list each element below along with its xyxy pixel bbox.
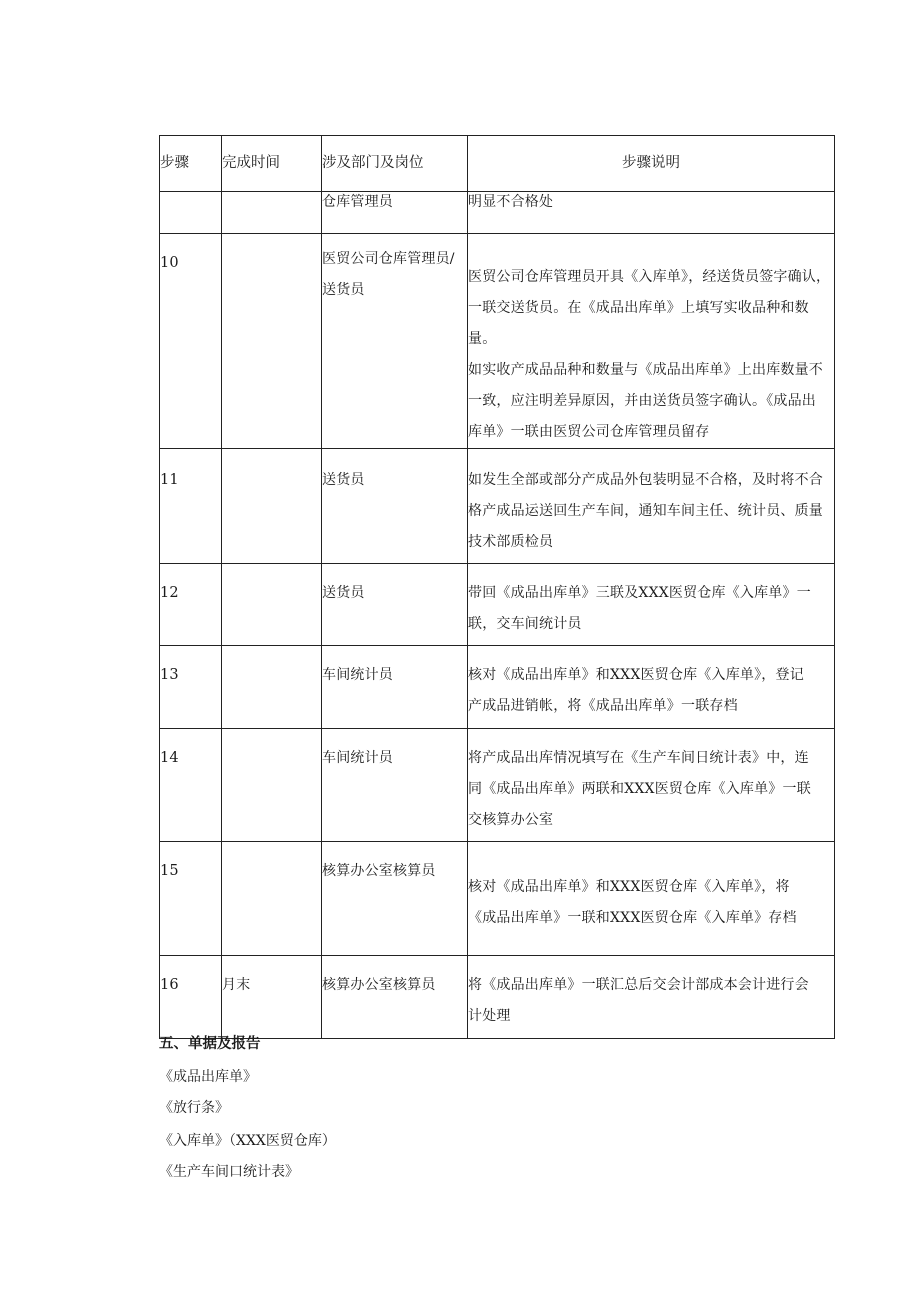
- header-step: 步骤: [160, 136, 222, 192]
- dept-cell: 送货员: [322, 449, 468, 564]
- step-cell: 11: [160, 449, 222, 564]
- time-cell: [222, 646, 322, 729]
- table-header-row: [160, 136, 835, 192]
- desc-cell: 将《成品出库单》一联汇总后交会计部成本会计进行会 计处理: [468, 956, 835, 1039]
- step-cell: 13: [160, 646, 222, 729]
- header-desc: 步骤说明: [468, 136, 835, 192]
- dept-cell: 核算办公室核算员: [322, 842, 468, 956]
- step-cell: [160, 192, 222, 234]
- report-item: 《放行条》: [159, 1100, 229, 1116]
- table-row: [160, 564, 835, 646]
- step-cell: 14: [160, 729, 222, 842]
- dept-cell: 车间统计员: [322, 729, 468, 842]
- header-time: 完成时间: [222, 136, 322, 192]
- step-cell: 10: [160, 234, 222, 449]
- dept-cell: 仓库管理员: [322, 192, 468, 234]
- time-cell: [222, 842, 322, 956]
- table-row: [160, 449, 835, 564]
- desc-cell: 明显不合格处: [468, 192, 835, 234]
- report-item: 《入库单》（XXX医贸仓库）: [159, 1133, 336, 1149]
- desc-cell: 核对《成品出库单》和XXX医贸仓库《入库单》，登记 产成品进销帐，将《成品出库单》一联存档: [468, 646, 835, 729]
- table-row: [160, 646, 835, 729]
- time-cell: [222, 449, 322, 564]
- time-cell: [222, 564, 322, 646]
- section-title: 五、单据及报告: [159, 1036, 261, 1052]
- time-cell: [222, 192, 322, 234]
- desc-cell: 如发生全部或部分产成品外包装明显不合格，及时将不合 格产成品运送回生产车间，通知车间主任、统计员、质量 技术部质检员: [468, 449, 835, 564]
- table-row: [160, 234, 835, 449]
- table-row: [160, 842, 835, 956]
- desc-cell: 医贸公司仓库管理员开具《入库单》，经送货员签字确认， 一联交送货员。在《成品出库单》上填写实收品种和数量。 如实收产成品品种和数量与《成品出库单》上出库数量不 一致，应注明差异原因，并由送货员签字确认。《成品出 库单》一联由医贸公司仓库管理员留存: [468, 234, 835, 449]
- table-row: [160, 192, 835, 234]
- dept-cell: 车间统计员: [322, 646, 468, 729]
- desc-cell: 核对《成品出库单》和XXX医贸仓库《入库单》，将 《成品出库单》一联和XXX医贸仓库《入库单》存档: [468, 842, 835, 956]
- time-cell: [222, 234, 322, 449]
- step-cell: 16: [160, 956, 222, 1039]
- step-cell: 12: [160, 564, 222, 646]
- dept-cell: 送货员: [322, 564, 468, 646]
- header-dept: 涉及部门及岗位: [322, 136, 468, 192]
- time-cell: [222, 729, 322, 842]
- report-item: 《生产车间口统计表》: [159, 1164, 299, 1180]
- desc-cell: 带回《成品出库单》三联及XXX医贸仓库《入库单》一 联，交车间统计员: [468, 564, 835, 646]
- dept-cell: 医贸公司仓库管理员/ 送货员: [322, 234, 468, 449]
- table-row: [160, 956, 835, 1039]
- desc-cell: 将产成品出库情况填写在《生产车间日统计表》中，连 同《成品出库单》两联和XXX医贸仓库《入库单》一联 交核算办公室: [468, 729, 835, 842]
- dept-cell: 核算办公室核算员: [322, 956, 468, 1039]
- procedure-table: [159, 135, 835, 1039]
- report-item: 《成品出库单》: [159, 1069, 257, 1085]
- time-cell: 月末: [222, 956, 322, 1039]
- table-row: [160, 729, 835, 842]
- step-cell: 15: [160, 842, 222, 956]
